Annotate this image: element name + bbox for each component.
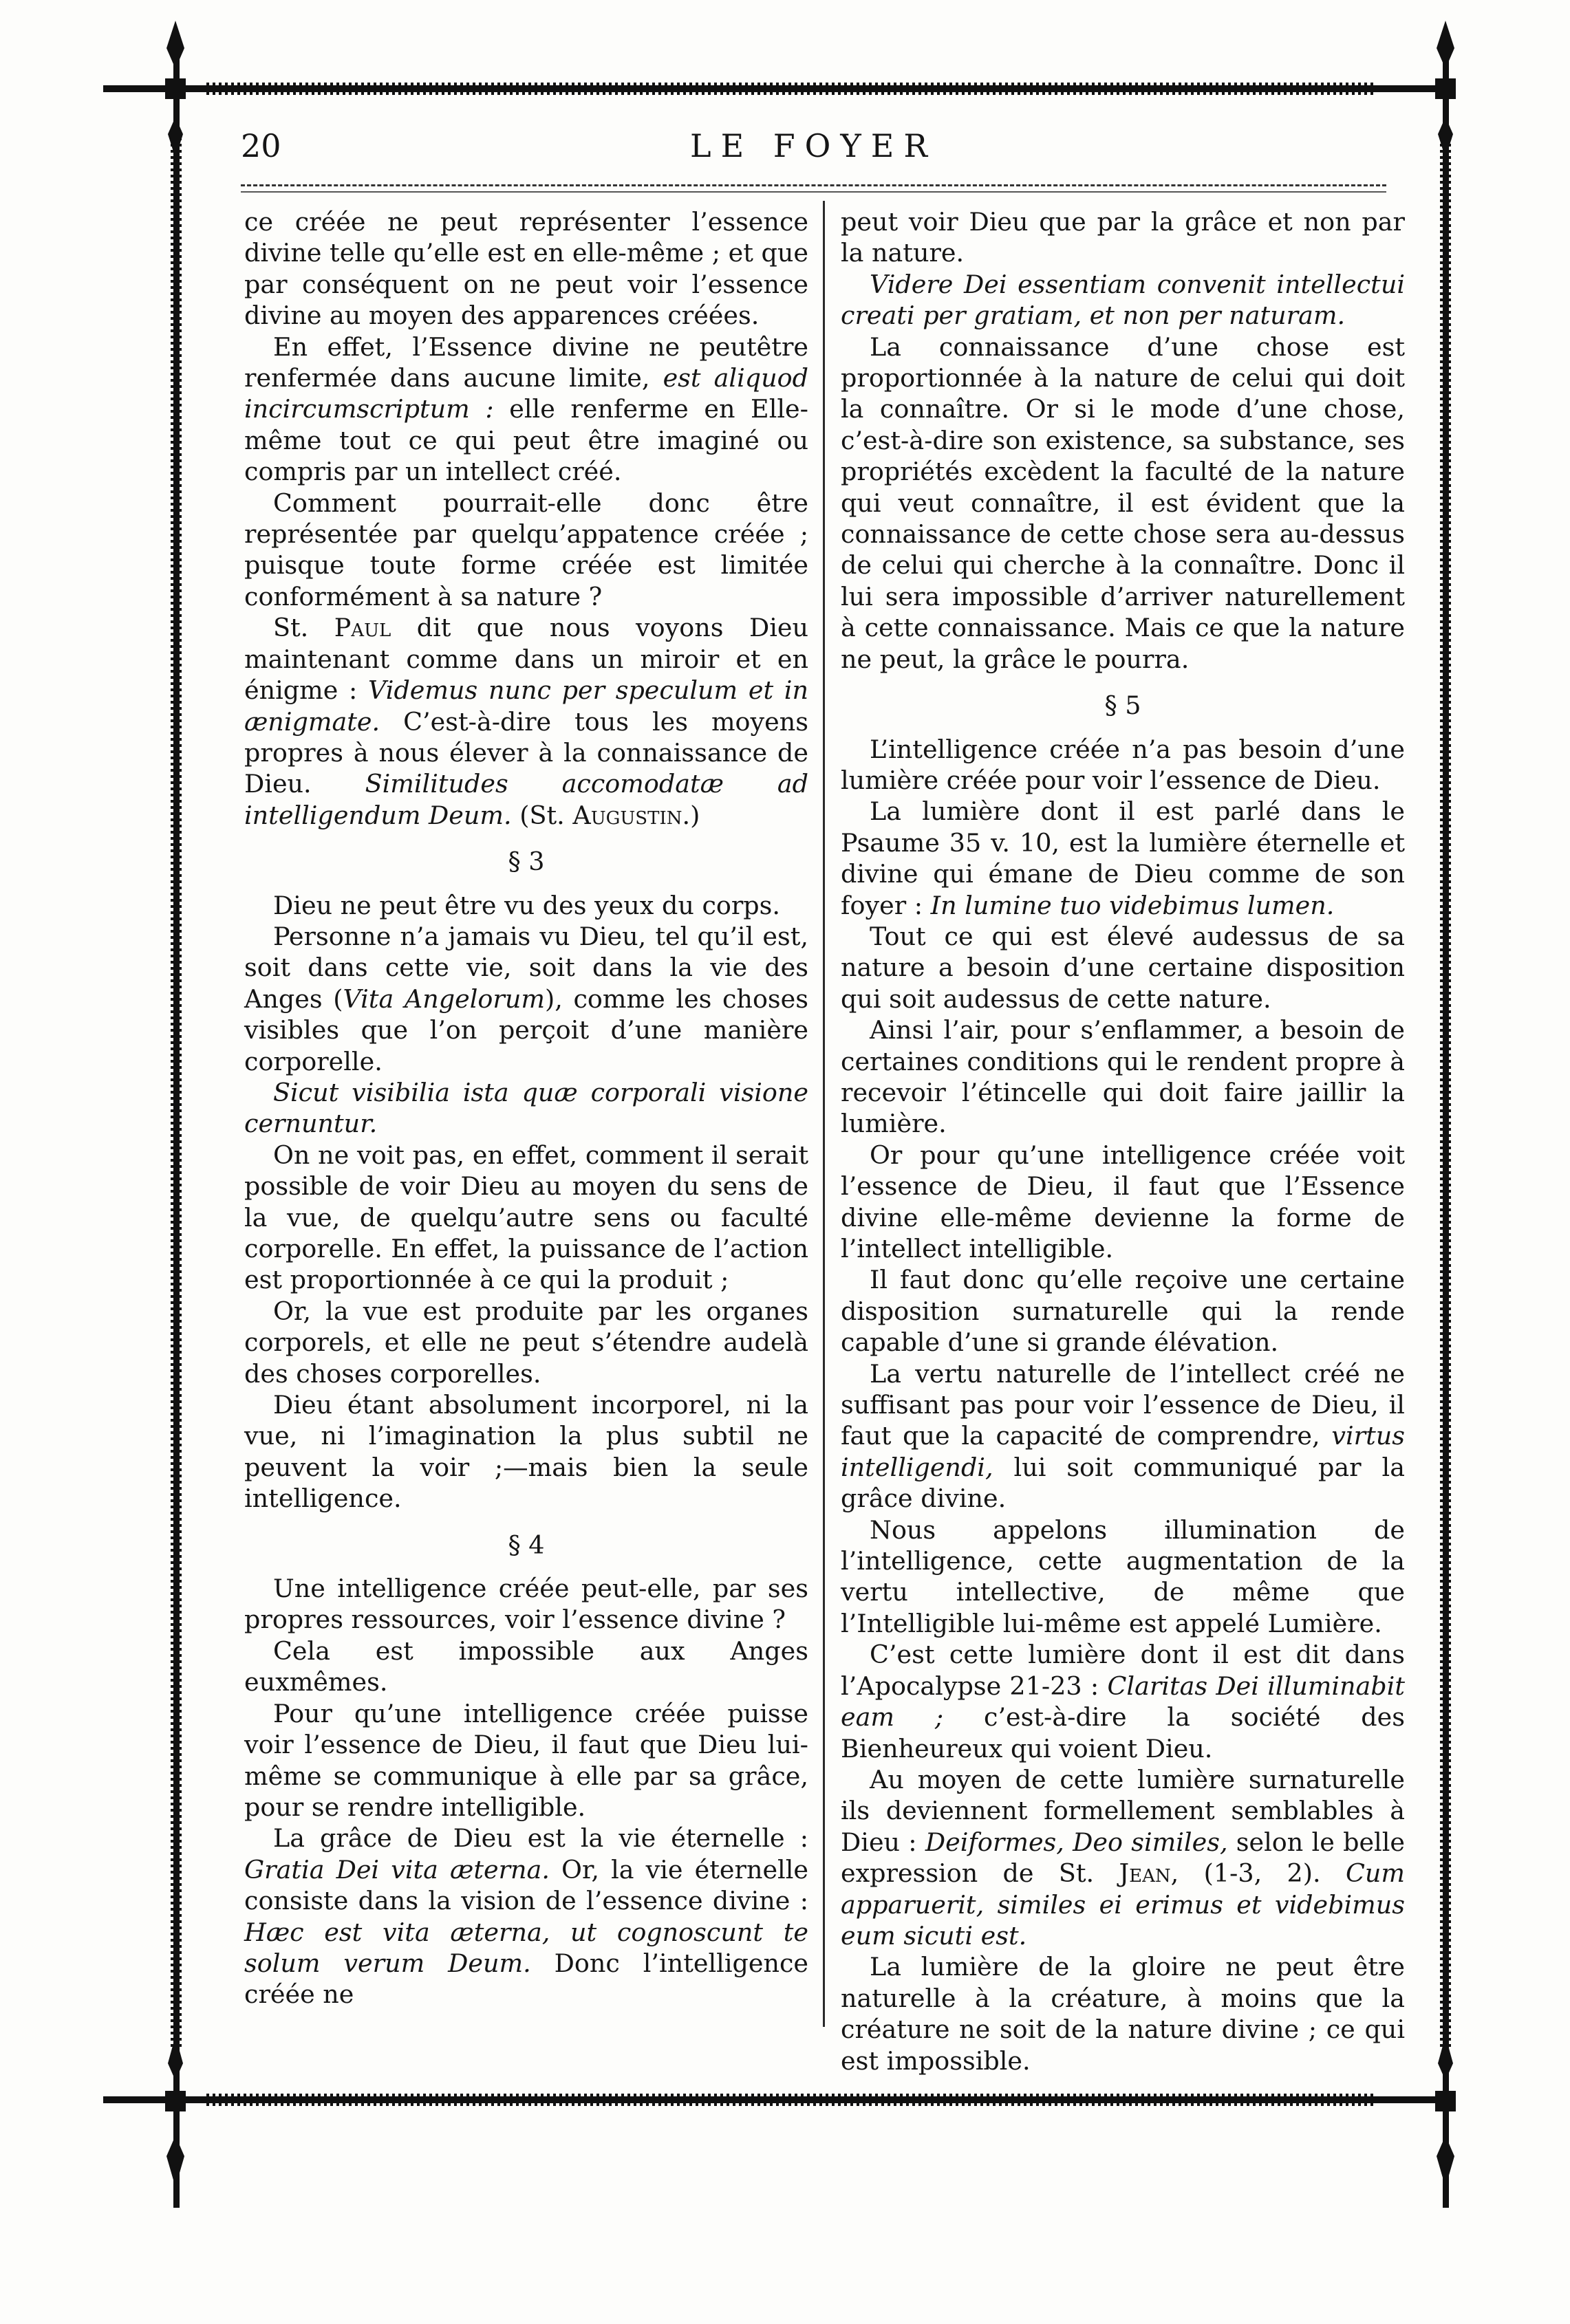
header-rule-thin bbox=[241, 191, 1386, 193]
paragraph: La lumière de la gloire ne peut être naturelle à la créature, à moins que la créature ne soit de la nature divine ; ce qui est impossible. bbox=[841, 1952, 1405, 2076]
paragraph: L’intelligence créée n’a pas besoin d’une lumière créée pour voir l’essence de Dieu. bbox=[841, 734, 1405, 795]
paragraph: Comment pourrait-elle donc être représentée par quelqu’appatence créée ; puisque toute forme créée est limitée conformément à sa nature ? bbox=[244, 488, 808, 611]
paragraph: La lumière dont il est parlé dans le Psaume 35 v. 10, est la lumière éternelle et divine qui émane de Dieu comme de son foyer : In lumine tuo videbimus lumen. bbox=[841, 796, 1405, 920]
latin-quote: Deiformes, Deo similes, bbox=[925, 1827, 1228, 1857]
paragraph: Cela est impossible aux Anges euxmêmes. bbox=[244, 1636, 808, 1697]
top-right-corner-ornament-icon bbox=[1408, 21, 1483, 158]
latin-quote: est aliquod incircumscriptum : bbox=[244, 363, 808, 424]
paragraph: peut voir Dieu que par la grâce et non par la nature. bbox=[841, 207, 1405, 268]
top-border-rule bbox=[103, 85, 1452, 92]
bottom-right-corner-ornament-icon bbox=[1408, 2036, 1483, 2187]
paragraph: La grâce de Dieu est la vie éternelle : Gratia Dei vita æterna. Or, la vie éternelle consiste dans la vision de l’essence divine : Hæc est vita æterna, ut cognoscunt te solum verum Deum. Donc l’intelligence créée ne bbox=[244, 1823, 809, 2010]
paragraph: Tout ce qui est élevé audessus de sa nature a besoin d’une certaine disposition qui soit audessus de cette nature. bbox=[841, 921, 1405, 1014]
paragraph: ce créée ne peut représenter l’essence divine telle qu’elle est en elle-même ; et que par conséquent on ne peut voir l’essence divine au moyen des apparences créées. bbox=[244, 207, 808, 331]
running-title: LE FOYER bbox=[690, 127, 937, 164]
bottom-left-corner-ornament-icon bbox=[138, 2036, 213, 2187]
header-rule bbox=[241, 184, 1386, 186]
latin-quote: Cum apparuerit, similes ei erimus et videbimus eum sicuti est. bbox=[841, 1858, 1405, 1951]
latin-quote: Vita Angelorum bbox=[343, 984, 545, 1014]
paragraph: On ne voit pas, en effet, comment il serait possible de voir Dieu au moyen du sens de la vue, de quelqu’autre sens ou faculté corporelle. En effet, la puissance de l’action est proportionnée à ce qui la produit ; bbox=[244, 1140, 808, 1295]
paragraph: C’est cette lumière dont il est dit dans l’Apocalypse 21-23 : Claritas Dei illuminabit eam ; c’est-à-dire la société des Bienheureux qui voient Dieu. bbox=[841, 1640, 1405, 1763]
left-border-rule bbox=[173, 41, 180, 2208]
page-header bbox=[241, 127, 1386, 175]
paragraph: Or pour qu’une intelligence créée voit l’essence de Dieu, il faut que l’Essence divine elle-même devienne la forme de l’intellect intelligible. bbox=[841, 1140, 1405, 1263]
paragraph: Dieu étant absolument incorporel, ni la vue, ni l’imagination la plus subtil ne peuvent la voir ;—mais bien la seule intelligence. bbox=[244, 1390, 808, 1514]
paragraph: La vertu naturelle de l’intellect créé ne suffisant pas pour voir l’essence de Dieu, il faut que la capacité de comprendre, virtus intelligendi, lui soit communiqué par la grâce divine. bbox=[841, 1358, 1405, 1514]
paragraph: Personne n’a jamais vu Dieu, tel qu’il est, soit dans cette vie, soit dans la vie des Anges (Vita Angelorum), comme les choses visibles que l’on perçoit d’une manière corporelle. bbox=[244, 921, 808, 1076]
paragraph: Or, la vue est produite par les organes corporels, et elle ne peut s’étendre audelà des choses corporelles. bbox=[244, 1296, 808, 1389]
left-column bbox=[244, 206, 808, 2010]
section-heading: § 4 bbox=[508, 1530, 545, 1560]
latin-quote: Gratia Dei vita æterna. bbox=[244, 1854, 550, 1885]
column-divider bbox=[823, 201, 825, 2027]
paragraph: Dieu ne peut être vu des yeux du corps. bbox=[273, 890, 781, 920]
paragraph: Une intelligence créée peut-elle, par ses propres ressources, voir l’essence divine ? bbox=[244, 1574, 808, 1635]
paragraph: Il faut donc qu’elle reçoive une certaine disposition surnaturelle qui la rende capable d’une si grande élévation. bbox=[841, 1265, 1405, 1358]
bottom-border-rule bbox=[103, 2096, 1452, 2103]
latin-quote: Claritas Dei illuminabit eam ; bbox=[841, 1671, 1405, 1733]
right-border-rule bbox=[1443, 41, 1449, 2208]
latin-quote: Similitudes accomodatæ ad intelligendum Deum. bbox=[244, 769, 808, 830]
right-column bbox=[841, 206, 1405, 2076]
page-number: 20 bbox=[241, 127, 281, 164]
top-left-corner-ornament-icon bbox=[138, 21, 213, 158]
paragraph: Nous appelons illumination de l’intelligence, cette augmentation de la vertu intellective, de même que l’Intelligible lui-même est appelé Lumière. bbox=[841, 1514, 1405, 1638]
paragraph: Ainsi l’air, pour s’enflammer, a besoin de certaines conditions qui le rendent propre à recevoir l’étincelle qui doit faire jaillir la lumière. bbox=[841, 1015, 1405, 1139]
paragraph: En effet, l’Essence divine ne peutêtre renfermée dans aucune limite, est aliquod incircumscriptum : elle renferme en Elle-même tout ce qui peut être imaginé ou compris par un intellect créé. bbox=[244, 332, 808, 487]
latin-quote: Hæc est vita æterna, ut cognoscunt te solum verum Deum. bbox=[244, 1917, 808, 1978]
latin-quote: Videmus nunc per speculum et in ænigmate. bbox=[244, 675, 808, 737]
section-heading: § 3 bbox=[508, 847, 545, 877]
latin-quote: virtus intelligendi, bbox=[841, 1421, 1405, 1482]
latin-quote: In lumine tuo videbimus lumen. bbox=[930, 890, 1335, 920]
paragraph: Pour qu’une intelligence créée puisse voir l’essence de Dieu, il faut que Dieu lui-même se communique à elle par sa grâce, pour se rendre intelligible. bbox=[244, 1698, 808, 1822]
paragraph: Au moyen de cette lumière surnaturelle ils deviennent formellement semblables à Dieu : Deiformes, Deo similes, selon le belle expression de St. Jean, (1-3, 2). Cum apparuerit, similes ei erimus et videbimus eum sicuti est. bbox=[841, 1764, 1405, 1951]
latin-quote: Sicut visibilia ista quæ corporali visione cernuntur. bbox=[244, 1077, 808, 1139]
section-heading: § 5 bbox=[1104, 691, 1141, 721]
latin-quote: Videre Dei essentiam convenit intellectui creati per gratiam, et non per naturam. bbox=[841, 269, 1405, 331]
paragraph: La connaissance d’une chose est proportionnée à la nature de celui qui doit la connaître. Or si le mode d’une chose, c’est-à-dire son existence, sa substance, ses propriétés excèdent la faculté de la nature qui veut connaître, il est évident que la connaissance de cette chose sera au-dessus de celui qui cherche à la connaître. Donc il lui sera impossible d’arriver naturellement à cette connaissance. Mais ce que la nature ne peut, la grâce le pourra. bbox=[841, 332, 1405, 674]
paragraph: St. Paul dit que nous voyons Dieu maintenant comme dans un miroir et en énigme : Videmus nunc per speculum et in ænigmate. C’est-à-dire tous les moyens propres à nous élever à la connaissance de Dieu. Similitudes accomodatæ ad intelligendum Deum. (St. Augustin.) bbox=[244, 613, 808, 830]
